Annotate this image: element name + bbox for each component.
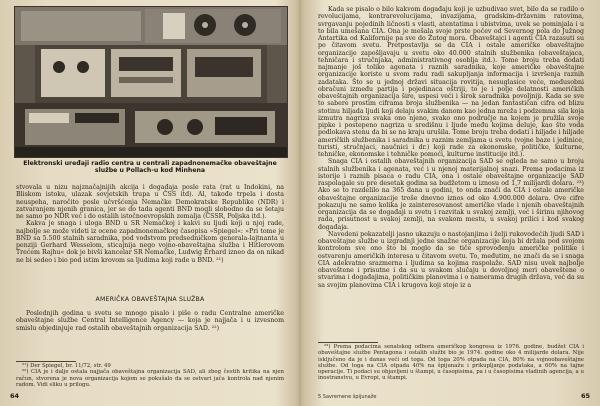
right-footnotes	[318, 344, 584, 382]
caption-line: Elektronski uređaji radio centra u centrali zapadnonemačke obaveštajne	[23, 160, 277, 167]
footnote-divider	[318, 342, 378, 343]
left-body-text-2	[16, 310, 284, 332]
photo-caption	[16, 160, 284, 175]
paragraph: Kakva je snaga i uloga BND u SR Nemačkoj i kakvi su ljudi koji u njoj rade, najbolje se može videti iz ocene zapadnonemačkog časopisa »Spiegel«: »Pri tome je BND sa 5.500 stalnih saradnika, pod vođstvom predsedničkom generala-lajtnanta u penziji Gerhard Wesselom, sticajnija nego vojno-obaveštajna služba i Hitlerovom Trećem Rajhu« dok je bivši kancelar SR Nemačke, Ludwig Erhard izneo da on nikad ne bi sedeo i bio pod istim krovom sa ljudima koji rade u BND. ²¹)	[16, 220, 284, 264]
right-body-text	[318, 6, 584, 289]
signature-mark: 5 Savremene špijunaže	[318, 394, 377, 400]
equipment-photo	[14, 6, 288, 158]
left-body-text	[16, 184, 284, 264]
footnote-divider	[16, 361, 76, 362]
paragraph: Poslednjih godina u svetu se mnogo pisalo i piše o radu Centralne američke obaveštajne službe Central Intelligence Agency — koja je najjača i u izvesnom smislu objedinjuje rad ostalih obaveštajnih organizacija SAD. ²²)	[16, 310, 284, 332]
paragraph: Navedeni pokazatelji jasno ukazuju o nastojanjima i želji rukovodećih ljudi SAD i obaveštajne službe u izgradnji jedne snažne organizacije koja bi držala pod svojom kontrolom sve ono što bi moglo da se tiče sprovođenju američke politike i ostvarenju američkih interesa u čitavom svetu. To, međutim, ne znači da se i snaga CIA adekvatno srazmerna i ljudima sa kojima raspolaže. SAD nisu uvek najbolje obaveštene i prisutne i da su u svakom slučaju u dovoljnoj meri obaveštene o stvarima i događajima, političkim planovima i o namerama drugih država, već da su sa svojim planovima CIA i krugova koji stoje iz a	[318, 230, 584, 289]
footnote: ²¹) Der Spiegel, br. 11/72, str. 49	[22, 363, 111, 369]
paragraph: Snaga CIA i ostalih obaveštajnih organizacija SAD se ogleda ne samo u broju stalnih službenika i agenata, već i u njenoj materijalnoj snazi. Prema podacima iz istorije i raznih pisaca o radu CIA, ona i ostale obaveštajne organizacije SAD raspolagale su pre desetak godina sa budžetom u iznosu od 1,7 milijardi dolara. ²³) Ako se to razdelilo na 365 dana u godini, to onda znači da CIA i ostale američke obaveštajne organizacije troše dnevno iznos od oko 4.900.000 dolara. Ove cifre pokazuju ne samo kolika je zainteresovanost američke vlade i njenih obaveštajnih organizacija da se događaji u svetu i razvitak u svakoj zemlji, već i širinu njihovog rada, prisutnost u svakoj zemlji, na svakom mestu, u svakoj prilici i kod svakog događaja.	[318, 158, 584, 231]
footnote: ²²) CIA je i dalje ostala najjača obaveštajna organizacija SAD, ali zbog čestih kritika na njen račun, stvorena je nova organizacija kojom se pokušalo da se ostvari jača kontrola nad njenim radom. Vidi sliku u prilogu.	[16, 369, 284, 388]
paragraph: stvovala u nizu najznačajnijih akcija i događaja posle rata (rat u Indokini, na Bliskom istoku, ulazak sovjetskih trupa u ČSS itd). Al, takođe trpela i dosta neuspeha, naročito posle učvršćenja Nemačke Demokratske Republike (NDR) i zatvaranjem njenih granica, jer se do tada agenti BND mogli slobodno da se šetaju ne samo po NDR već i do ostalih istočnoevropskih zemalja (ČSSR, Poljska itd.).	[16, 184, 284, 220]
page-number-right: 65	[580, 392, 590, 400]
section-heading: AMERIČKA OBAVEŠTAJNA SLUŽBA	[95, 296, 205, 303]
caption-line: službe u Pollach-u kod Minhena	[94, 167, 206, 175]
page-number-left: 64	[10, 392, 20, 400]
right-page	[300, 0, 600, 406]
paragraph: Kada se pisalo o bilo kakvom događaju koji je uzbudivao svet, bilo da se radilo o revolucijama, kontrarevolucijama, invazijama, gradskim-državnim ratovima, svrgavanju pojedinih ličnosti s vlasti, atentatima i ubistvima, uvek se pominjala i u to bila umešana CIA. Ona je mešala svoje prste počev od Severnog pola do Južnog Antartika od Kalifornije pa sve do Žutog mora. Obaveštajci i agenti CIA razasuti su po čitavom svetu. Pretpostavlja se da CIA i ostale američke obaveštajne organizacije zapošljavaju u svetu oko 40.000 stalnih službenika (obaveštajaca, tehničara i stručnjaka, administrativnog osoblja itd.). Tome broju treba dodati najmanje još toliko agenata i raznih saradnika, koje američke obaveštajne organizacije koriste u svom radu radi sakupljanja informacija i izvršenja raznih zadataka. Što se u jednoj državi situacija rovitija, nesuglasice veće, međusobni obračuni između partija i pojedinaca oštriji, to je i polje delatnosti američkih obaveštajnih organizacija šire, uspesi veći i širok saradnika povoljniji. Kada se sve to saberе prostim ciframa broja službenika — na jedan fantastičan cifra od blizu stotinu hiljada ljudi koji delaju svakim danom kao jedna mreža i podzemna sila koja izmutra nagriza svaka ono njeno, svako ono područje na kojem je pružila svoje pipke i postepeno nagriza u središnu i ljude među kojima deluje, kao što voda podlokava stenu da bi se na kraju urušila. Tome broju treba dodati i hiljade i hiljade američkih službenika i saradnika u raznim zemljama u svetu (vojne baze i jedinice, turisti, stručnjaci, naučnici i dr.) koji rade za ekonomske, političke, kulturne, tehničke, ekonomske i tehničke pomoći, kulturne institucije itd.).	[318, 6, 584, 158]
footnote: ²³) Prema podacima senatskog odbora američkog kongresa iz 1976. godine, budžet CIA i obaveštajne službe Pentagona i ostalih službi bio je 1974. godine oko 4 milijarde dolara. Nije isključeno da je i danas veći od toga. Od toga 20% otpada na CIA, 80% na vojnoobaveštajne službe. Od toga na CIA otpada 40% na špijunažu i prikupljanje podataka, a 60% na tajne operacije. Ti podaci su objavljeni u štampi, u časopisima, pa i u časopisima vladinih agencija, a u inostranstvu, u Evropi, u štampi.	[318, 344, 584, 382]
left-footnotes	[16, 363, 284, 388]
